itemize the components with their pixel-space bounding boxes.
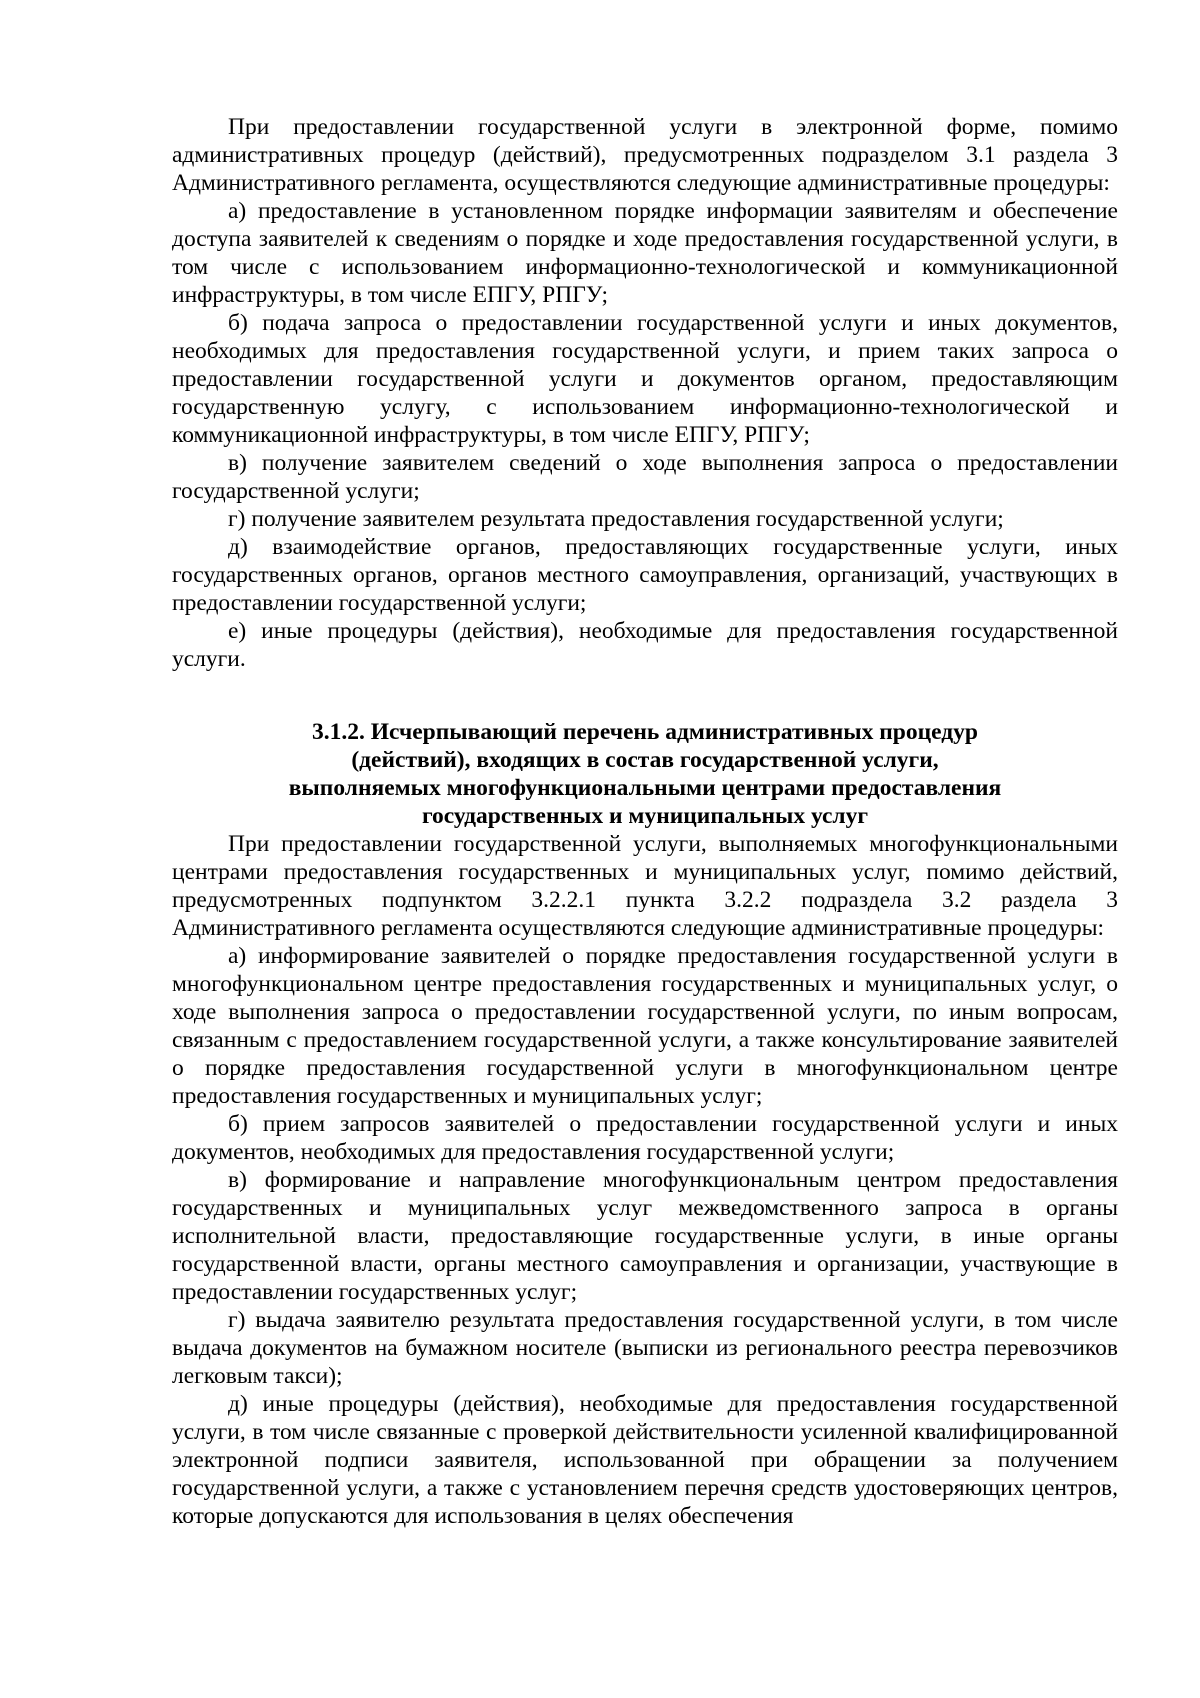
mfc-item-g: г) выдача заявителю результата предоставления государственной услуги, в том числе выдача документов на бумажном носителе (выписки из регионального реестра перевозчиков легковым такси); [172,1307,1118,1389]
list-item-g: г) получение заявителем результата предоставления государственной услуги; [228,506,1004,532]
list-item-b: б) подача запроса о предоставлении государственной услуги и иных документов, необходимых для предоставления государственной услуги, и прием таких запроса о предоставлении государственной услуги и документов органом, предоставляющим государственную услугу, с использованием информационно-технологической и коммуникационной инфраструктуры, в том числе ЕПГУ, РПГУ; [172,310,1118,448]
heading-line-1: 3.1.2. Исчерпывающий перечень административных процедур [312,719,978,745]
mfc-item-v: в) формирование и направление многофункциональным центром предоставления государственных и муниципальных услуг межведомственного запроса в органы исполнительной власти, предоставляющие государственные услуги, в иные органы государственной власти, органы местного самоуправления и организации, участвующие в предоставлении государственных услуг; [172,1167,1118,1305]
paragraph-mfc-intro: При предоставлении государственной услуги, выполняемых многофункциональными центрами предоставления государственных и муниципальных услуг, помимо действий, предусмотренных подпунктом 3.2.2.1 пункта 3.2.2 подраздела 3.2 раздела 3 Административного регламента осуществляются следующие административные процедуры: [172,831,1118,941]
document-page [172,113,1118,1530]
section-heading-3-1-2 [172,718,1118,830]
list-item-v: в) получение заявителем сведений о ходе выполнения запроса о предоставлении государственной услуги; [172,450,1118,504]
mfc-item-b: б) прием запросов заявителей о предоставлении государственной услуги и иных документов, необходимых для предоставления государственной услуги; [172,1111,1118,1165]
mfc-item-a: а) информирование заявителей о порядке предоставления государственной услуги в многофункциональном центре предоставления государственных и муниципальных услуг, о ходе выполнения запроса о предоставлении государственной услуги, по иным вопросам, связанным с предоставлением государственной услуги, а также консультирование заявителей о порядке предоставления государственной услуги в многофункциональном центре предоставления государственных и муниципальных услуг; [172,943,1118,1109]
heading-line-2: (действий), входящих в состав государственной услуги, [351,747,939,773]
list-item-a: а) предоставление в установленном порядке информации заявителям и обеспечение доступа заявителей к сведениям о порядке и ходе предоставления государственной услуги, в том числе с использованием информационно-технологической и коммуникационной инфраструктуры, в том числе ЕПГУ, РПГУ; [172,198,1118,308]
list-item-e: е) иные процедуры (действия), необходимые для предоставления государственной услуги. [172,618,1118,672]
mfc-item-d: д) иные процедуры (действия), необходимые для предоставления государственной услуги, в том числе связанные с проверкой действительности усиленной квалифицированной электронной подписи заявителя, использованной при обращении за получением государственной услуги, а также с установлением перечня средств удостоверяющих центров, которые допускаются для использования в целях обеспечения [172,1391,1118,1529]
heading-line-3: выполняемых многофункциональными центрами предоставления [288,775,1002,801]
section-mfc [172,830,1118,1530]
list-item-d: д) взаимодействие органов, предоставляющих государственные услуги, иных государственных органов, органов местного самоуправления, организаций, участвующих в предоставлении государственной услуги; [172,534,1118,616]
section-electronic-form [172,113,1118,673]
heading-line-4: государственных и муниципальных услуг [421,803,869,829]
paragraph-intro: При предоставлении государственной услуги в электронной форме, помимо административных процедур (действий), предусмотренных подразделом 3.1 раздела 3 Административного регламента, осуществляются следующие административные процедуры: [172,114,1118,196]
